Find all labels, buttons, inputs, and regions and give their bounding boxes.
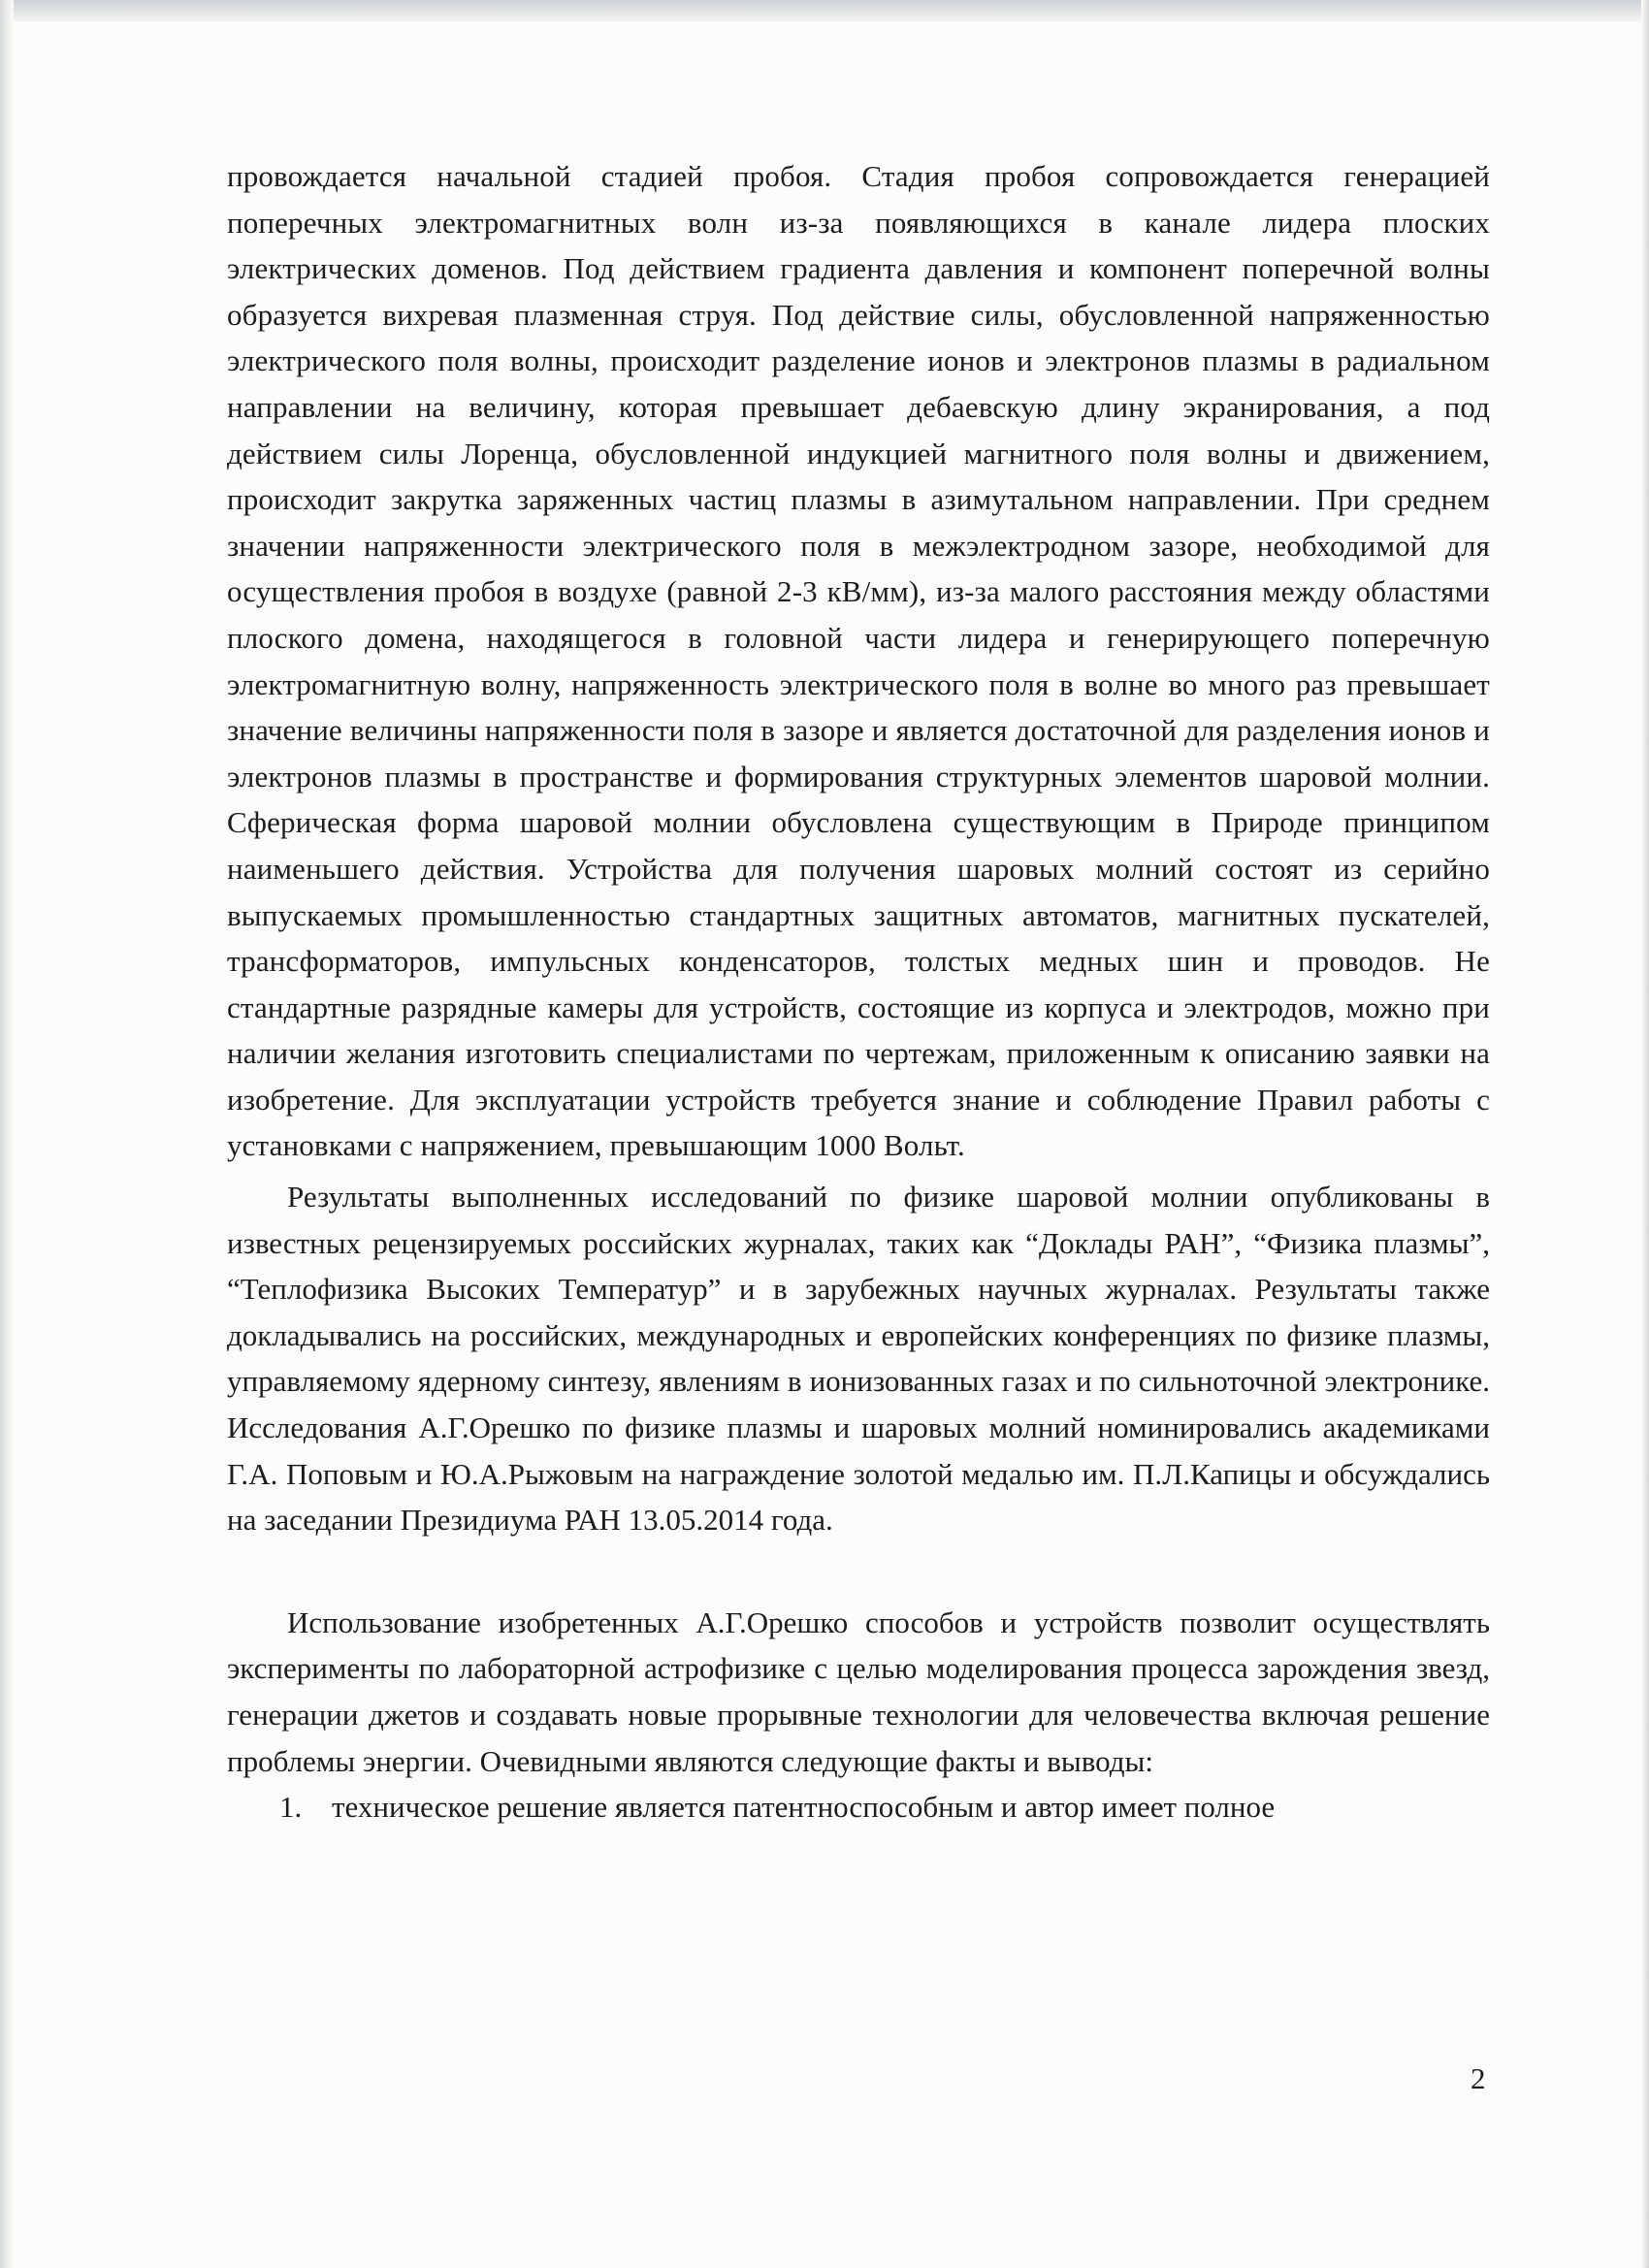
scan-top-edge <box>0 0 1649 21</box>
paragraph-conclusions: Использование изобретенных А.Г.Орешко способов и устройств позволит осуществлять эксперименты по лабораторной астрофизике с целью моделирования процесса зарождения звезд, генерации джетов и создавать новые прорывные технологии для человечества включая решение проблемы энергии. Очевидными являются следующие факты и выводы: <box>227 1604 1490 1778</box>
list-item <box>227 1784 1490 1831</box>
list-item-number: 1. <box>279 1790 303 1825</box>
document-body <box>227 153 1490 1831</box>
paragraph-continuation: провождается начальной стадией пробоя. Стадия пробоя сопровождается генерацией поперечных электромагнитных волн из-за появляющихся в канале лидера плоских электрических доменов. Под действием градиента давления и компонент поперечной волны образуется вихревая плазменная струя. Под действие силы, обусловленной напряженностью электрического поля волны, происходит разделение ионов и электронов плазмы в радиальном направлении на величину, которая превышает дебаевскую длину экранирования, а под действием силы Лоренца, обусловленной индукцией магнитного поля волны и движением, происходит закрутка заряженных частиц плазмы в азимутальном направлении. При среднем значении напряженности электрического поля в межэлектродном зазоре, необходимой для осуществления пробоя в воздухе (равной 2-3 кВ/мм), из-за малого расстояния между областями плоского домена, находящегося в головной части лидера и генерирующего поперечную электромагнитную волну, напряженность электрического поля в волне во много раз превышает значение величины напряженности поля в зазоре и является достаточной для разделения ионов и электронов плазмы в пространстве и формирования структурных элементов шаровой молнии. Сферическая форма шаровой молнии обусловлена существующим в Природе принципом наименьшего действия. Устройства для получения шаровых молний состоят из серийно выпускаемых промышленностью стандартных защитных автоматов, магнитных пускателей, трансформаторов, импульсных конденсаторов, толстых медных шин и проводов. Не стандартные разрядные камеры для устройств, состоящие из корпуса и электродов, можно при наличии желания изготовить специалистами по чертежам, приложенным к описанию заявки на изобретение. Для эксплуатации устройств требуется знание и соблюдение Правил работы с установками с напряжением, превышающим 1000 Вольт. <box>227 159 1490 1163</box>
scan-right-edge <box>1641 0 1649 2268</box>
page-number: 2 <box>1471 2061 1486 2095</box>
conclusions-list <box>227 1784 1490 1831</box>
scan-left-edge <box>0 0 14 2268</box>
paragraph-publications: Результаты выполненных исследований по физике шаровой молнии опубликованы в известных рецензируемых российских журналах, таких как “Доклады РАН”, “Физика плазмы”, “Теплофизика Высоких Температур” и в зарубежных научных журналах. Результаты также докладывались на российских, международных и европейских конференциях по физике плазмы, управляемому ядерному синтезу, явлениям в ионизованных газах и по сильноточной электронике. Исследования А.Г.Орешко по физике плазмы и шаровых молний номинировались академиками Г.А. Поповым и Ю.А.Рыжовым на награждение золотой медалью им. П.Л.Капицы и обсуждались на заседании Президиума РАН 13.05.2014 года. <box>227 1180 1490 1538</box>
list-item-text: техническое решение является патентноспособным и автор имеет полное <box>332 1790 1276 1825</box>
